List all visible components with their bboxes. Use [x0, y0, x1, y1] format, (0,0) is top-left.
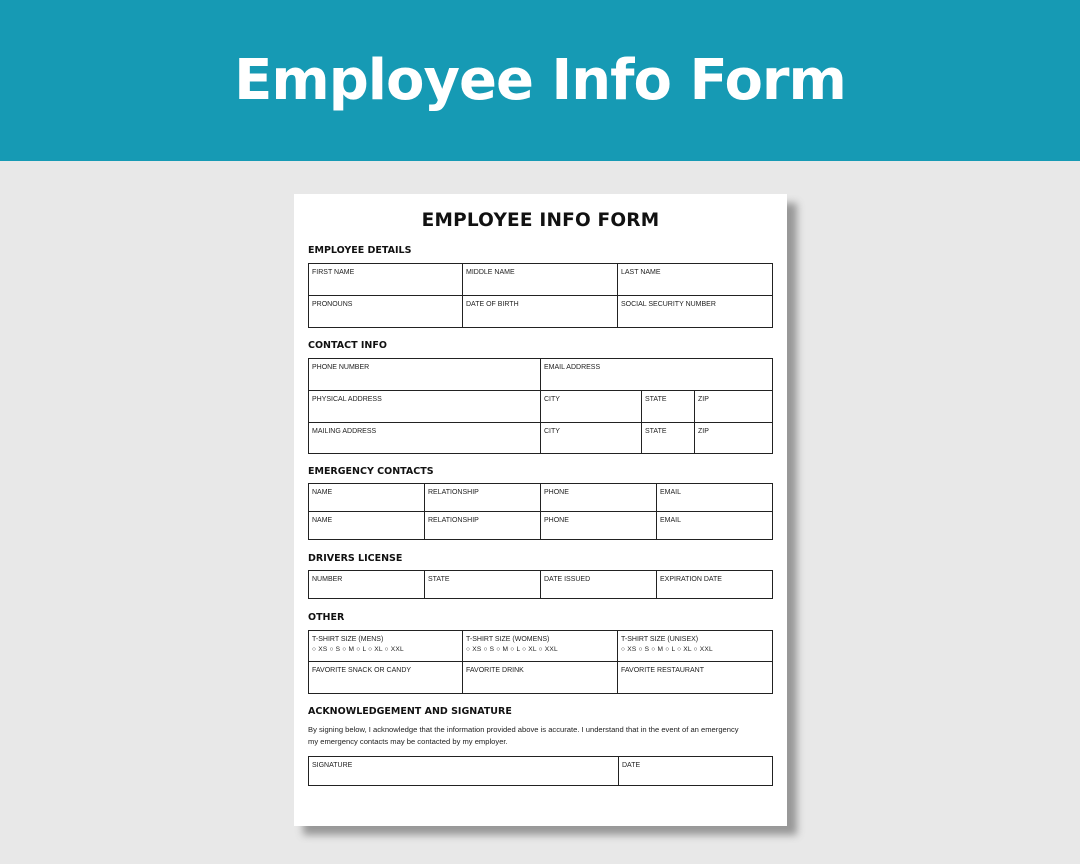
pronouns-field[interactable]: PRONOUNS [309, 296, 463, 328]
banner-title: Employee Info Form [234, 48, 846, 113]
favorite-drink-field[interactable]: FAVORITE DRINK [463, 662, 618, 694]
license-expiration-date-field[interactable]: EXPIRATION DATE [657, 571, 773, 599]
tshirt-size-unisex-field [618, 631, 773, 662]
section-heading-drivers-license: DRIVERS LICENSE [308, 553, 403, 564]
tshirt-size-unisex-label: T-SHIRT SIZE (UNISEX) [621, 636, 699, 643]
favorite-snack-field[interactable]: FAVORITE SNACK OR CANDY [309, 662, 463, 694]
license-number-field[interactable]: NUMBER [309, 571, 425, 599]
date-of-birth-field[interactable]: DATE OF BIRTH [463, 296, 618, 328]
mailing-address-field[interactable]: MAILING ADDRESS [309, 423, 541, 454]
mailing-zip-field[interactable]: ZIP [695, 423, 773, 454]
signature-field[interactable]: SIGNATURE [309, 757, 619, 786]
section-heading-acknowledgement: ACKNOWLEDGEMENT AND SIGNATURE [308, 706, 512, 717]
emergency-name-field[interactable]: NAME [309, 484, 425, 512]
physical-city-field[interactable]: CITY [541, 391, 642, 423]
section-heading-other: OTHER [308, 612, 345, 623]
tshirt-size-womens-field [463, 631, 618, 662]
emergency-relationship-field[interactable]: RELATIONSHIP [425, 512, 541, 540]
mailing-state-field[interactable]: STATE [642, 423, 695, 454]
form-title: EMPLOYEE INFO FORM [421, 210, 660, 231]
signature-table [308, 756, 773, 786]
contact-info-table [308, 358, 773, 454]
form-page [294, 194, 787, 826]
middle-name-field[interactable]: MIDDLE NAME [463, 264, 618, 296]
email-address-field[interactable]: EMAIL ADDRESS [541, 359, 773, 391]
drivers-license-table [308, 570, 773, 599]
emergency-contacts-table [308, 483, 773, 540]
physical-address-field[interactable]: PHYSICAL ADDRESS [309, 391, 541, 423]
tshirt-size-womens-options[interactable]: ○ XS ○ S ○ M ○ L ○ XL ○ XXL [466, 646, 558, 653]
tshirt-size-womens-label: T-SHIRT SIZE (WOMENS) [466, 636, 550, 643]
mailing-city-field[interactable]: CITY [541, 423, 642, 454]
phone-number-field[interactable]: PHONE NUMBER [309, 359, 541, 391]
emergency-email-field[interactable]: EMAIL [657, 512, 773, 540]
physical-state-field[interactable]: STATE [642, 391, 695, 423]
emergency-phone-field[interactable]: PHONE [541, 512, 657, 540]
acknowledgement-text: By signing below, I acknowledge that the information provided above is accurate. I understand that in the event of an emergency my emergency contacts may be contacted by my employer. [308, 725, 739, 746]
title-banner [0, 0, 1080, 161]
other-table [308, 630, 773, 694]
emergency-phone-field[interactable]: PHONE [541, 484, 657, 512]
license-state-field[interactable]: STATE [425, 571, 541, 599]
emergency-email-field[interactable]: EMAIL [657, 484, 773, 512]
tshirt-size-mens-label: T-SHIRT SIZE (MENS) [312, 636, 384, 643]
tshirt-size-unisex-options[interactable]: ○ XS ○ S ○ M ○ L ○ XL ○ XXL [621, 646, 713, 653]
favorite-restaurant-field[interactable]: FAVORITE RESTAURANT [618, 662, 773, 694]
emergency-name-field[interactable]: NAME [309, 512, 425, 540]
emergency-relationship-field[interactable]: RELATIONSHIP [425, 484, 541, 512]
section-heading-contact-info: CONTACT INFO [308, 340, 387, 351]
license-date-issued-field[interactable]: DATE ISSUED [541, 571, 657, 599]
section-heading-emergency-contacts: EMERGENCY CONTACTS [308, 466, 434, 477]
signature-date-field[interactable]: DATE [619, 757, 773, 786]
tshirt-size-mens-options[interactable]: ○ XS ○ S ○ M ○ L ○ XL ○ XXL [312, 646, 404, 653]
section-heading-employee-details: EMPLOYEE DETAILS [308, 245, 412, 256]
ssn-field[interactable]: SOCIAL SECURITY NUMBER [618, 296, 773, 328]
tshirt-size-mens-field [309, 631, 463, 662]
physical-zip-field[interactable]: ZIP [695, 391, 773, 423]
first-name-field[interactable]: FIRST NAME [309, 264, 463, 296]
last-name-field[interactable]: LAST NAME [618, 264, 773, 296]
employee-details-table [308, 263, 773, 328]
